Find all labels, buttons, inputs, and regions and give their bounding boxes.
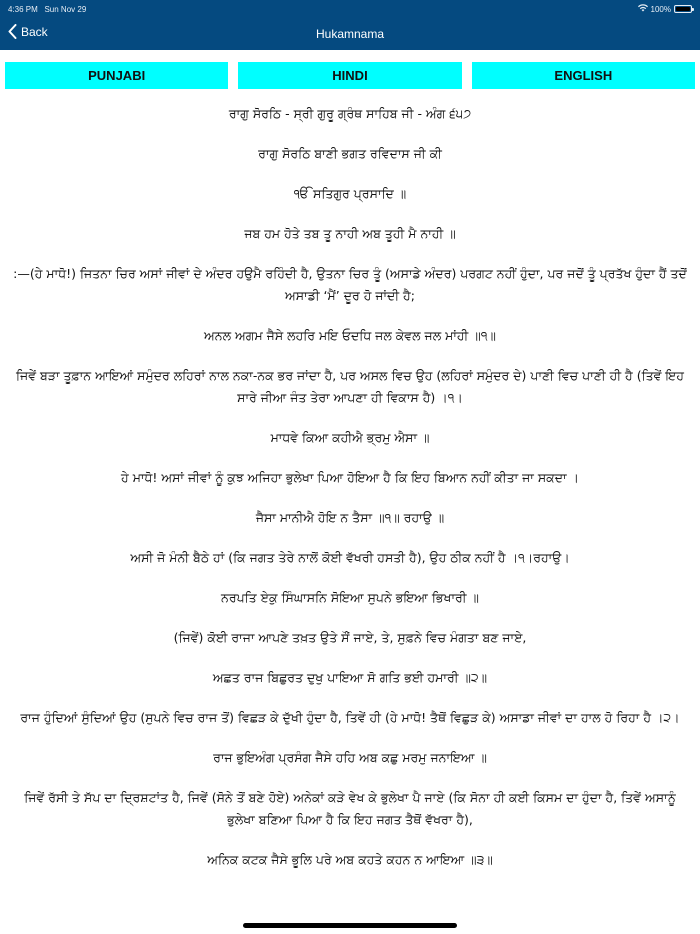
page-title: Hukamnama	[315, 27, 385, 41]
chevron-left-icon	[8, 24, 17, 39]
gurbani-line: ਅਛਤ ਰਾਜ ਬਿਛੁਰਤ ਦੁਖੁ ਪਾਇਆ ਸੋ ਗਤਿ ਭਈ ਹਮਾਰੀ ॥੨॥	[212, 670, 488, 685]
gurbani-line: ਰਾਜ ਭੁਇਅੰਗ ਪ੍ਰਸੰਗ ਜੈਸੇ ਹਹਿ ਅਬ ਕਛੁ ਮਰਮੁ ਜਨਾਇਆ ॥	[213, 750, 487, 765]
back-button[interactable]	[8, 24, 48, 39]
tab-english[interactable]: ENGLISH	[472, 62, 695, 89]
translation-line: (ਜਿਵੇਂ) ਕੋਈ ਰਾਜਾ ਆਪਣੇ ਤਖ਼ਤ ਉਤੇ ਸੌਂ ਜਾਏ, ਤੇ, ਸੁਫ਼ਨੇ ਵਿਚ ਮੰਗਤਾ ਬਣ ਜਾਏ,	[173, 630, 527, 645]
gurbani-line: ਅਨਿਕ ਕਟਕ ਜੈਸੇ ਭੂਲਿ ਪਰੇ ਅਬ ਕਹਤੇ ਕਹਨ ਨ ਆਇਆ ॥੩॥	[207, 852, 493, 867]
gurbani-line: ਨਰਪਤਿ ਏਕੁ ਸਿੰਘਾਸਨਿ ਸੋਇਆ ਸੁਪਨੇ ਭਇਆ ਭਿਖਾਰੀ ॥	[221, 590, 479, 605]
gurbani-line: ਜਬ ਹਮ ਹੋਤੇ ਤਬ ਤੂ ਨਾਹੀ ਅਬ ਤੂਹੀ ਮੈ ਨਾਹੀ ॥	[244, 226, 456, 241]
status-left	[8, 5, 86, 14]
translation-line: ਜਿਵੇਂ ਬੜਾ ਤੂਫ਼ਾਨ ਆਇਆਂ ਸਮੁੰਦਰ ਲਹਿਰਾਂ ਨਾਲ ਨਕਾ-ਨਕ ਭਰ ਜਾਂਦਾ ਹੈ, ਪਰ ਅਸਲ ਵਿਚ ਉਹ (ਲਹਿਰਾਂ ਸਮੁੰਦਰ ਦੇ) ਪਾਣੀ ਵਿਚ ਪਾਣੀ ਹੀ ਹੈ (ਤਿਵੇਂ ਇਹ ਸਾਰੇ ਜੀਆ ਜੰਤ ਤੇਰਾ ਆਪਣਾ ਹੀ ਵਿਕਾਸ ਹੈ) ।੧।	[16, 368, 684, 405]
gurbani-line: ਅਨਲ ਅਗਮ ਜੈਸੇ ਲਹਰਿ ਮਇ ਓਦਧਿ ਜਲ ਕੇਵਲ ਜਲ ਮਾਂਹੀ ॥੧॥	[204, 328, 496, 343]
tab-hindi[interactable]: HINDI	[238, 62, 461, 89]
status-date: Sun Nov 29	[44, 4, 87, 14]
battery-full-icon	[674, 5, 692, 13]
gurbani-line: ਮਾਧਵੇ ਕਿਆ ਕਹੀਐ ਭ੍ਰਮੁ ਐਸਾ ॥	[270, 430, 430, 445]
heading-ang: ਰਾਗੁ ਸੋਰਠਿ - ਸ੍ਰੀ ਗੁਰੂ ਗ੍ਰੰਥ ਸਾਹਿਬ ਜੀ - ਅੰਗ ੬੫੭	[228, 106, 472, 121]
gurbani-line: ੴ ਸਤਿਗੁਰ ਪ੍ਰਸਾਦਿ ॥	[293, 186, 407, 201]
battery-percent: 100%	[650, 4, 671, 14]
back-label: Back	[21, 24, 48, 39]
gurbani-line: ਜੈਸਾ ਮਾਨੀਐ ਹੋਇ ਨ ਤੈਸਾ ॥੧॥ ਰਹਾਉ ॥	[255, 510, 445, 525]
translation-line: ਜਿਵੇਂ ਰੱਸੀ ਤੇ ਸੱਪ ਦਾ ਦ੍ਰਿਸ਼ਟਾਂਤ ਹੈ, ਜਿਵੇਂ (ਸੋਨੇ ਤੋਂ ਬਣੇ ਹੋਏ) ਅਨੇਕਾਂ ਕੜੇ ਵੇਖ ਕੇ ਭੁਲੇਖਾ ਪੈ ਜਾਏ (ਕਿ ਸੋਨਾ ਹੀ ਕਈ ਕਿਸਮ ਦਾ ਹੁੰਦਾ ਹੈ, ਤਿਵੇਂ ਅਸਾਨੂੰ ਭੁਲੇਖਾ ਬਣਿਆ ਪਿਆ ਹੈ ਕਿ ਇਹ ਜਗਤ ਤੈਥੋਂ ਵੱਖਰਾ ਹੈ),	[24, 790, 676, 827]
translation-line: ਅਸੀ ਜੋ ਮੰਨੀ ਬੈਠੇ ਹਾਂ (ਕਿ ਜਗਤ ਤੇਰੇ ਨਾਲੋਂ ਕੋਈ ਵੱਖਰੀ ਹਸਤੀ ਹੈ), ਉਹ ਠੀਕ ਨਹੀਂ ਹੈ ।੧।ਰਹਾਉ।	[130, 550, 570, 565]
translation-line: ਰਾਜ ਹੁੰਦਿਆਂ ਸੁੰਦਿਆਂ ਉਹ (ਸੁਪਨੇ ਵਿਚ ਰਾਜ ਤੋਂ) ਵਿਛੜ ਕੇ ਦੁੱਖੀ ਹੁੰਦਾ ਹੈ, ਤਿਵੇਂ ਹੀ (ਹੇ ਮਾਧੋ! ਤੈਥੋਂ ਵਿਛੁੜ ਕੇ) ਅਸਾਡਾ ਜੀਵਾਂ ਦਾ ਹਾਲ ਹੋ ਰਿਹਾ ਹੈ ।੨।	[20, 710, 680, 725]
translation-line: :—(ਹੇ ਮਾਧੋ!) ਜਿਤਨਾ ਚਿਰ ਅਸਾਂ ਜੀਵਾਂ ਦੇ ਅੰਦਰ ਹਉਮੈ ਰਹਿੰਦੀ ਹੈ, ਉਤਨਾ ਚਿਰ ਤੂੰ (ਅਸਾਡੇ ਅੰਦਰ) ਪਰਗਟ ਨਹੀਂ ਹੁੰਦਾ, ਪਰ ਜਦੋਂ ਤੂੰ ਪ੍ਰਤੱਖ ਹੁੰਦਾ ਹੈਂ ਤਦੋਂ ਅਸਾਡੀ ‘ਮੈਂ’ ਦੂਰ ਹੋ ਜਾਂਦੀ ਹੈ;	[13, 266, 687, 303]
status-bar	[8, 3, 692, 15]
tab-punjabi[interactable]: PUNJABI	[5, 62, 228, 89]
status-right	[638, 4, 692, 14]
language-tabs	[5, 62, 695, 89]
translation-line: ਹੇ ਮਾਧੋ! ਅਸਾਂ ਜੀਵਾਂ ਨੂੰ ਕੁਝ ਅਜਿਹਾ ਭੁਲੇਖਾ ਪਿਆ ਹੋਇਆ ਹੈ ਕਿ ਇਹ ਬਿਆਨ ਨਹੀਂ ਕੀਤਾ ਜਾ ਸਕਦਾ ।	[121, 470, 579, 485]
navigation-bar	[0, 0, 700, 50]
hukamnama-content[interactable]	[10, 100, 690, 934]
nav-header	[0, 18, 700, 50]
status-time: 4:36 PM	[8, 4, 38, 14]
wifi-icon	[638, 4, 648, 14]
heading-raag: ਰਾਗੁ ਸੋਰਠਿ ਬਾਣੀ ਭਗਤ ਰਵਿਦਾਸ ਜੀ ਕੀ	[258, 146, 442, 161]
home-indicator[interactable]	[243, 923, 457, 928]
